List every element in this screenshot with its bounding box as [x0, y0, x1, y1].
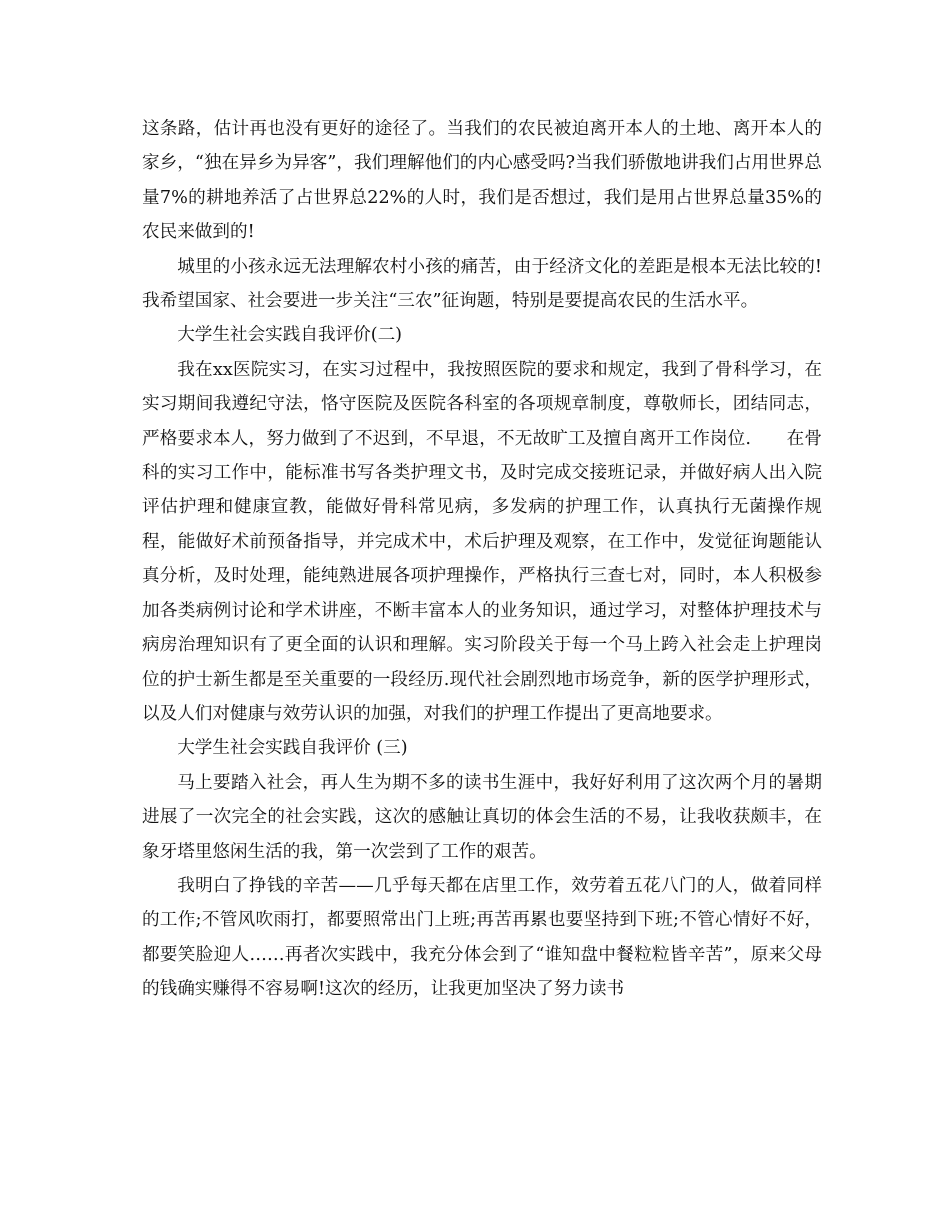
paragraph-2: 城里的小孩永远无法理解农村小孩的痛苦，由于经济文化的差距是根本无法比较的!我希望国家、社会要进一步关注“三农”征询题，特别是要提高农民的生活水平。: [142, 256, 822, 312]
section-heading-2: 大学生社会实践自我评价(二): [177, 325, 403, 346]
paragraph-1: 这条路，估计再也没有更好的途径了。当我们的农民被迫离开本人的土地、离开本人的家乡，“独在异乡为异客”，我们理解他们的内心感受吗?当我们骄傲地讲我们占用世界总量7%的耕地养活了占世界总22%的人时，我们是否想过，我们是用占世界总量35%的农民来做到的!: [142, 119, 822, 243]
section-heading-3: 大学生社会实践自我评价 (三): [177, 738, 408, 759]
paragraph-5: 我明白了挣钱的辛苦——几乎每天都在店里工作，效劳着五花八门的人，做着同样的工作;不管风吹雨打，都要照常出门上班;再苦再累也要坚持到下班;不管心情好不好，都要笑脸迎人……再者次实践中，我充分体会到了“谁知盘中餐粒粒皆辛苦”，原来父母的钱确实赚得不容易啊!这次的经历，让我更加坚决了努力读书: [142, 875, 822, 1000]
paragraph-3: 我在xx医院实习，在实习过程中，我按照医院的要求和规定，我到了骨科学习，在实习期间我遵纪守法，恪守医院及医院各科室的各项规章制度，尊敬师长，团结同志，严格要求本人，努力做到了不迟到，不早退，不无故旷工及擅自离开工作岗位. 在骨科的实习工作中，能标准书写各类护理文书，及时完成交接班记录，并做好病人出入院评估护理和健康宣教，能做好骨科常见病，多发病的护理工作，认真执行无菌操作规程，能做好术前预备指导，并完成术中，术后护理及观察，在工作中，发觉征询题能认真分析，及时处理，能纯熟进展各项护理操作，严格执行三查七对，同时，本人积极参加各类病例讨论和学术讲座，不断丰富本人的业务知识，通过学习，对整体护理技术与病房治理知识有了更全面的认识和理解。实习阶段关于每一个马上跨入社会走上护理岗位的护士新生都是至关重要的一段经历.现代社会剧烈地市场竞争，新的医学护理形式，以及人们对健康与效劳认识的加强，对我们的护理工作提出了更高地要求。: [142, 359, 822, 724]
document-body: [142, 112, 822, 1007]
paragraph-4: 马上要踏入社会，再人生为期不多的读书生涯中，我好好利用了这次两个月的暑期进展了一次完全的社会实践，这次的感触让真切的体会生活的不易，让我收获颇丰，在象牙塔里悠闲生活的我，第一次尝到了工作的艰苦。: [142, 772, 822, 862]
